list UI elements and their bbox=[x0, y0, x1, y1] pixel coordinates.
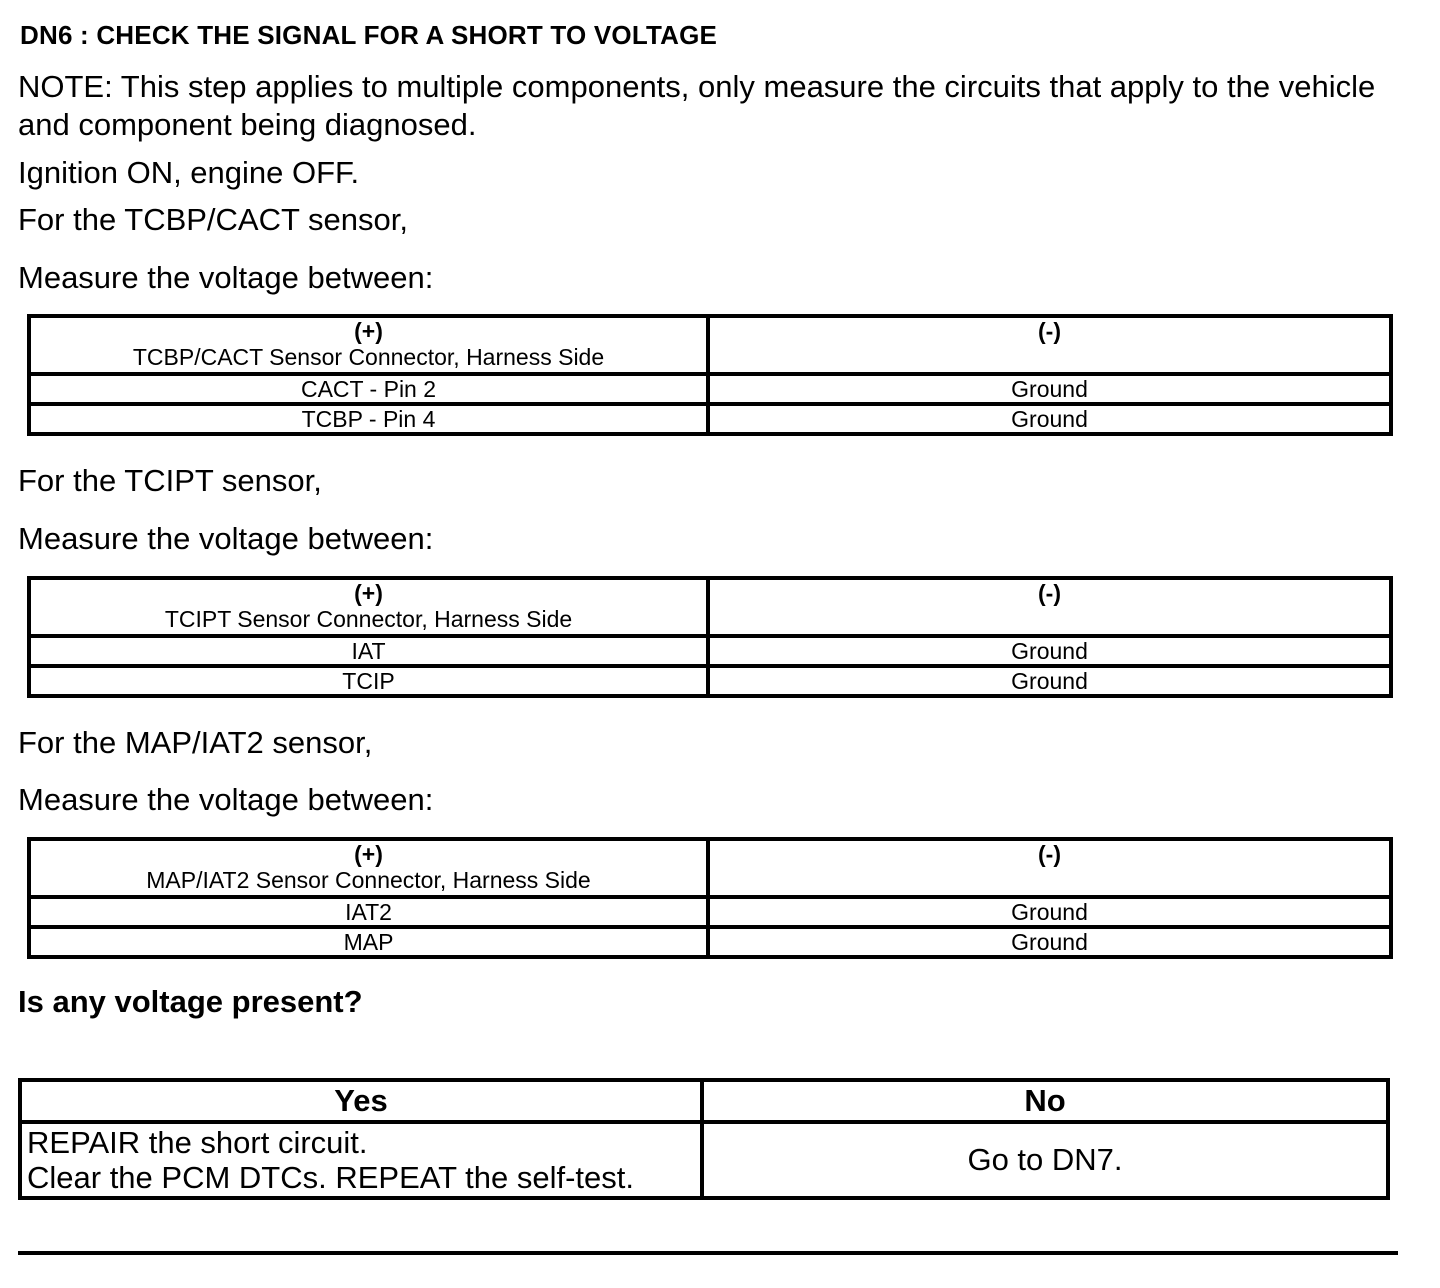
plus-cell: MAP bbox=[29, 927, 708, 957]
minus-label: (-) bbox=[1038, 841, 1061, 867]
plus-label: (+) bbox=[354, 580, 383, 606]
minus-header-cell bbox=[708, 316, 1391, 374]
no-action-cell: Go to DN7. bbox=[702, 1122, 1388, 1198]
plus-cell: TCBP - Pin 4 bbox=[29, 404, 708, 434]
plus-connector-label: TCBP/CACT Sensor Connector, Harness Side bbox=[132, 344, 605, 370]
minus-header-cell bbox=[708, 578, 1391, 636]
plus-cell: IAT2 bbox=[29, 897, 708, 927]
table-row bbox=[29, 927, 1391, 957]
table-row bbox=[29, 374, 1391, 404]
step-title: DN6 : CHECK THE SIGNAL FOR A SHORT TO VOLTAGE bbox=[20, 20, 718, 50]
note-text: NOTE: This step applies to multiple components, only measure the circuits that apply to the vehicle and component being diagnosed. bbox=[18, 69, 1376, 142]
plus-header-cell bbox=[29, 316, 708, 374]
minus-header-cell bbox=[708, 839, 1391, 897]
plus-label: (+) bbox=[354, 841, 383, 867]
minus-cell: Ground bbox=[708, 404, 1391, 434]
section-intro-tcipt: For the TCIPT sensor, bbox=[18, 463, 322, 498]
plus-cell: IAT bbox=[29, 636, 708, 666]
question-text: Is any voltage present? bbox=[18, 984, 363, 1019]
measurement-table-tcipt bbox=[27, 576, 1393, 698]
plus-cell: CACT - Pin 2 bbox=[29, 374, 708, 404]
measurement-table-map bbox=[27, 837, 1393, 959]
minus-cell: Ground bbox=[708, 636, 1391, 666]
result-table bbox=[18, 1078, 1390, 1200]
plus-header-cell bbox=[29, 578, 708, 636]
ignition-instruction: Ignition ON, engine OFF. bbox=[18, 155, 360, 190]
measure-instruction-map: Measure the voltage between: bbox=[18, 782, 434, 817]
yes-action-line-1: REPAIR the short circuit. bbox=[27, 1125, 368, 1160]
table-row bbox=[29, 897, 1391, 927]
section-intro-map: For the MAP/IAT2 sensor, bbox=[18, 725, 373, 760]
measure-instruction-tcipt: Measure the voltage between: bbox=[18, 521, 434, 556]
plus-connector-label: MAP/IAT2 Sensor Connector, Harness Side bbox=[146, 867, 591, 893]
minus-label: (-) bbox=[1038, 580, 1061, 606]
yes-action-cell bbox=[20, 1122, 702, 1198]
measurement-table-tcbp bbox=[27, 314, 1393, 436]
minus-cell: Ground bbox=[708, 927, 1391, 957]
bottom-divider bbox=[18, 1251, 1398, 1255]
section-intro-tcbp: For the TCBP/CACT sensor, bbox=[18, 202, 408, 237]
plus-header-cell bbox=[29, 839, 708, 897]
table-row bbox=[29, 636, 1391, 666]
minus-cell: Ground bbox=[708, 666, 1391, 696]
table-row bbox=[29, 666, 1391, 696]
no-header: No bbox=[702, 1080, 1388, 1122]
minus-cell: Ground bbox=[708, 374, 1391, 404]
minus-label: (-) bbox=[1038, 318, 1061, 344]
yes-action-line-2: Clear the PCM DTCs. REPEAT the self-test. bbox=[27, 1160, 634, 1195]
yes-header: Yes bbox=[20, 1080, 702, 1122]
minus-cell: Ground bbox=[708, 897, 1391, 927]
plus-cell: TCIP bbox=[29, 666, 708, 696]
plus-connector-label: TCIPT Sensor Connector, Harness Side bbox=[164, 606, 573, 632]
measure-instruction-tcbp: Measure the voltage between: bbox=[18, 260, 434, 295]
plus-label: (+) bbox=[354, 318, 383, 344]
table-row bbox=[29, 404, 1391, 434]
